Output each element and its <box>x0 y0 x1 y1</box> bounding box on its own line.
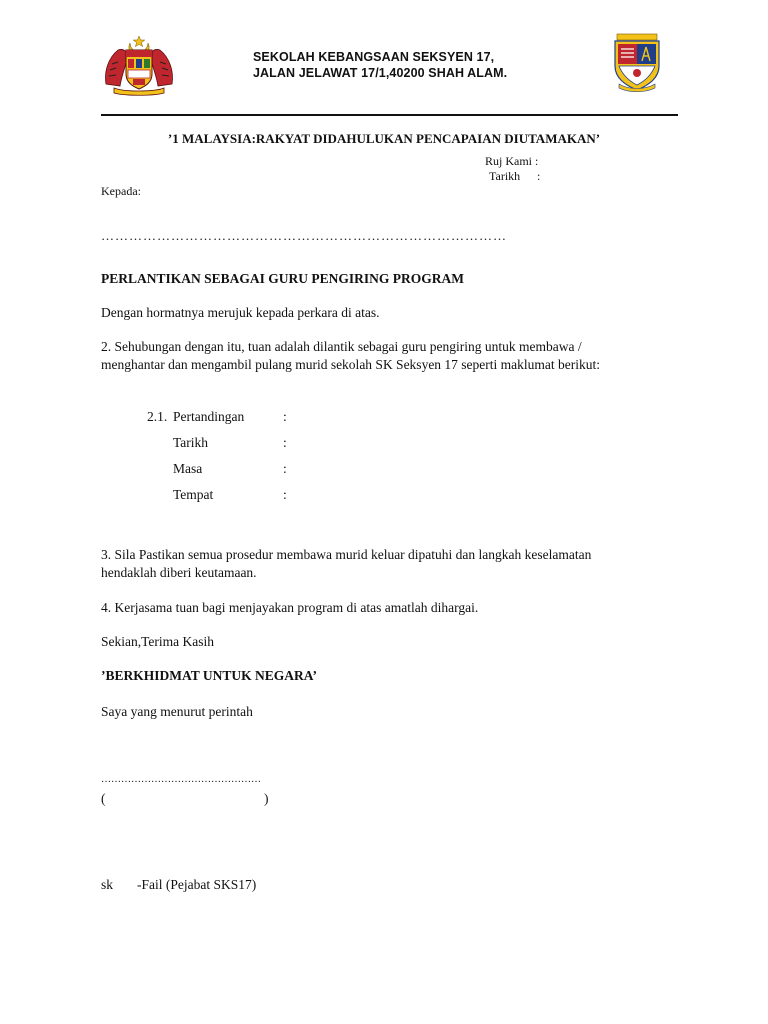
school-name: SEKOLAH KEBANGSAAN SEKSYEN 17, <box>253 50 495 64</box>
signature-dotted-line: ………………………………………… <box>101 774 261 785</box>
slogan: ’1 MALAYSIA:RAKYAT DIDAHULUKAN PENCAPAIAN DIUTAMAKAN’ <box>167 131 601 146</box>
paragraph-2 <box>101 338 600 374</box>
paragraph-3-line-2: hendaklah diberi keutamaan. <box>101 565 257 580</box>
school-address: JALAN JELAWAT 17/1,40200 SHAH ALAM. <box>253 66 508 80</box>
detail-label-tarikh: Tarikh <box>173 435 209 450</box>
subject-heading: PERLANTIKAN SEBAGAI GURU PENGIRING PROGRAM <box>101 271 465 286</box>
paragraph-3-line-1: 3. Sila Pastikan semua prosedur membawa murid keluar dipatuhi dan langkah keselamatan <box>101 547 592 562</box>
recipient-dotted-line: …………………………………………………………………………… <box>101 228 507 243</box>
cc-label: sk <box>101 877 114 892</box>
greeting-paragraph: Dengan hormatnya merujuk kepada perkara di atas. <box>101 305 380 320</box>
detail-label-masa: Masa <box>173 461 203 476</box>
detail-colon: : <box>283 409 287 424</box>
signature-close-paren: ) <box>264 791 269 806</box>
detail-label-tempat: Tempat <box>173 487 214 502</box>
ruj-kami-label: Ruj Kami : <box>485 154 539 168</box>
detail-label-pertandingan: Pertandingan <box>173 409 245 424</box>
school-header <box>253 49 573 81</box>
detail-colon: : <box>283 435 287 450</box>
paragraph-4: 4. Kerjasama tuan bagi menjayakan program di atas amatlah dihargai. <box>101 600 479 615</box>
closing-text: Sekian,Terima Kasih <box>101 634 215 649</box>
cc-text: -Fail (Pejabat SKS17) <box>137 877 257 892</box>
tarikh-label: Tarikh <box>489 169 521 183</box>
details-number: 2.1. <box>147 409 168 424</box>
motto-text: ’BERKHIDMAT UNTUK NEGARA’ <box>101 668 318 683</box>
tarikh-colon: : <box>537 169 541 183</box>
paragraph-3 <box>101 546 591 582</box>
detail-colon: : <box>283 461 287 476</box>
detail-colon: : <box>283 487 287 502</box>
school-crest-icon <box>611 32 663 94</box>
header-divider <box>101 114 678 116</box>
paragraph-2-line-1: 2. Sehubungan dengan itu, tuan adalah dilantik sebagai guru pengiring untuk membawa / <box>101 339 582 354</box>
paragraph-2-line-2: menghantar dan mengambil pulang murid sekolah SK Seksyen 17 seperti maklumat berikut: <box>101 357 601 372</box>
signoff-text: Saya yang menurut perintah <box>101 704 253 719</box>
signature-open-paren: ( <box>101 791 106 806</box>
kepada-label: Kepada: <box>101 184 141 198</box>
coat-of-arms-icon <box>100 34 178 96</box>
